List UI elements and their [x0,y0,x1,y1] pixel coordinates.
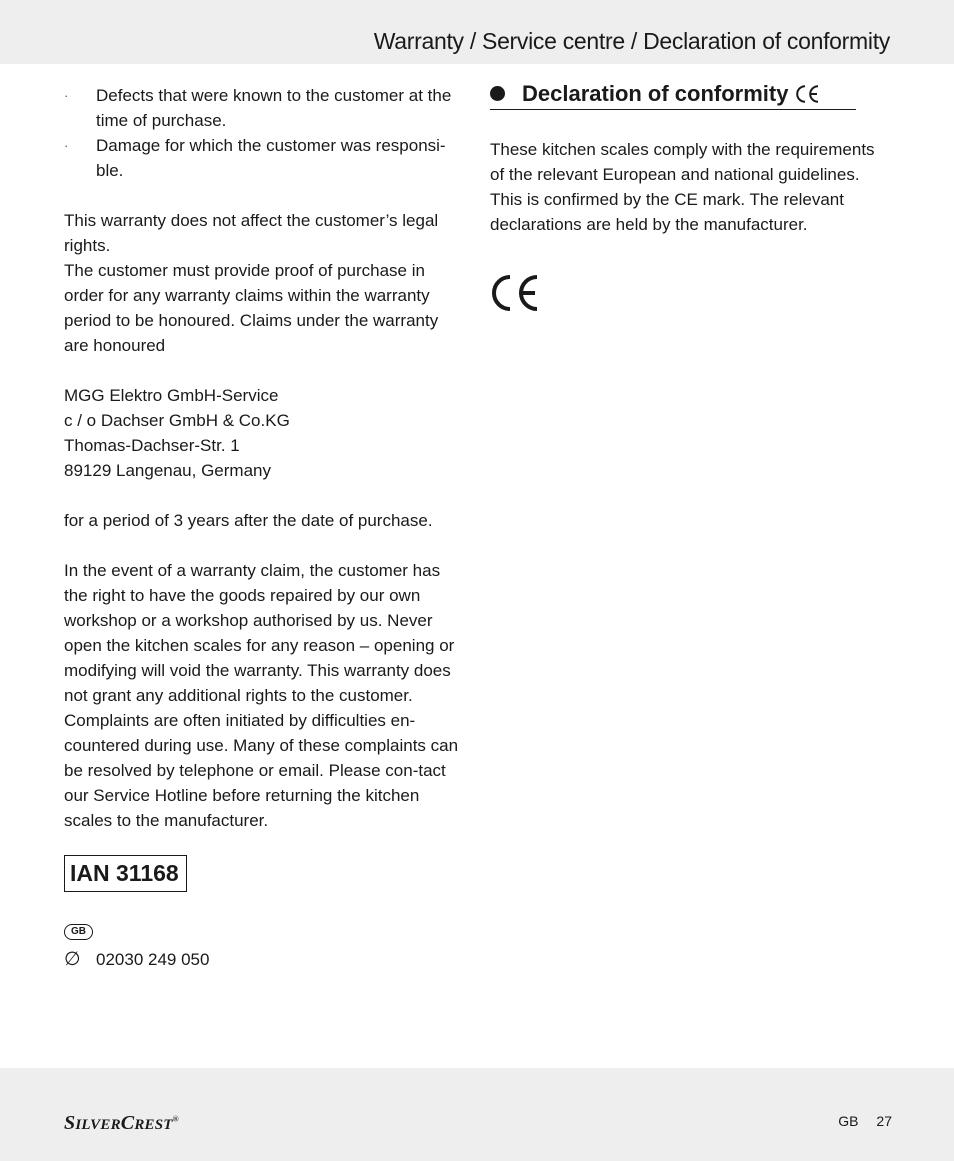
conformity-paragraph: These kitchen scales comply with the requirements of the relevant European and national guidelines. This is confirmed by the CE mark. The relevant declarations are held by the manufacturer. [490,140,875,234]
page-info [838,1113,892,1129]
legal-rights-paragraph: This warranty does not affect the customer’s legal rights. [64,211,439,255]
section-heading-text: Declaration of conformity [522,81,789,106]
address-line: MGG Elektro GmbH-Service [64,386,279,405]
page-title: Warranty / Service centre / Declaration of conformity [373,28,890,54]
ce-mark-icon [794,84,820,104]
bullet-dot: · [64,138,69,153]
right-column [490,80,890,318]
list-item-text: Defects that were known to the customer at the time of purchase. [96,86,452,130]
warranty-claim-paragraph: In the event of a warranty claim, the customer has the right to have the goods repaired by our own workshop or a workshop authorised by us. Never open the kitchen scales for any reason – opening or modifying will void the warranty. This warranty does not grant any additional rights to the customer. Complaints are often initiated by difficulties en-countered during use. Many of these complaints can be resolved by telephone or email. Please con-tact our Service Hotline before returning the kitchen scales to the manufacturer. [64,561,459,830]
warranty-period-paragraph: for a period of 3 years after the date of purchase. [64,511,433,530]
list-item [64,133,466,183]
ian-box: IAN 31168 [64,855,187,892]
left-column [64,83,466,972]
silvercrest-logo: SILVERCREST® [64,1112,179,1134]
phone-number: 02030 249 050 [96,950,210,969]
address-line: Thomas-Dachser-Str. 1 [64,436,240,455]
ce-mark-icon [490,275,890,318]
list-item [64,83,466,133]
address-line: c / o Dachser GmbH & Co.KG [64,411,290,430]
list-item-text: Damage for which the customer was responsi-ble. [96,136,446,180]
section-heading [490,80,856,110]
page-number: 27 [876,1113,892,1129]
language-code: GB [838,1113,859,1129]
proof-of-purchase-paragraph: The customer must provide proof of purchase in order for any warranty claims within the warranty period to be honoured. Claims under the warranty are honoured [64,261,439,355]
address-line: 89129 Langenau, Germany [64,461,271,480]
phone-icon: ∅ [64,949,81,970]
filled-circle-bullet-icon [490,86,505,101]
country-badge: GB [64,924,93,940]
exclusion-list [64,83,466,183]
bullet-dot: · [64,88,69,103]
service-address [64,383,466,483]
hotline-row [64,947,466,972]
